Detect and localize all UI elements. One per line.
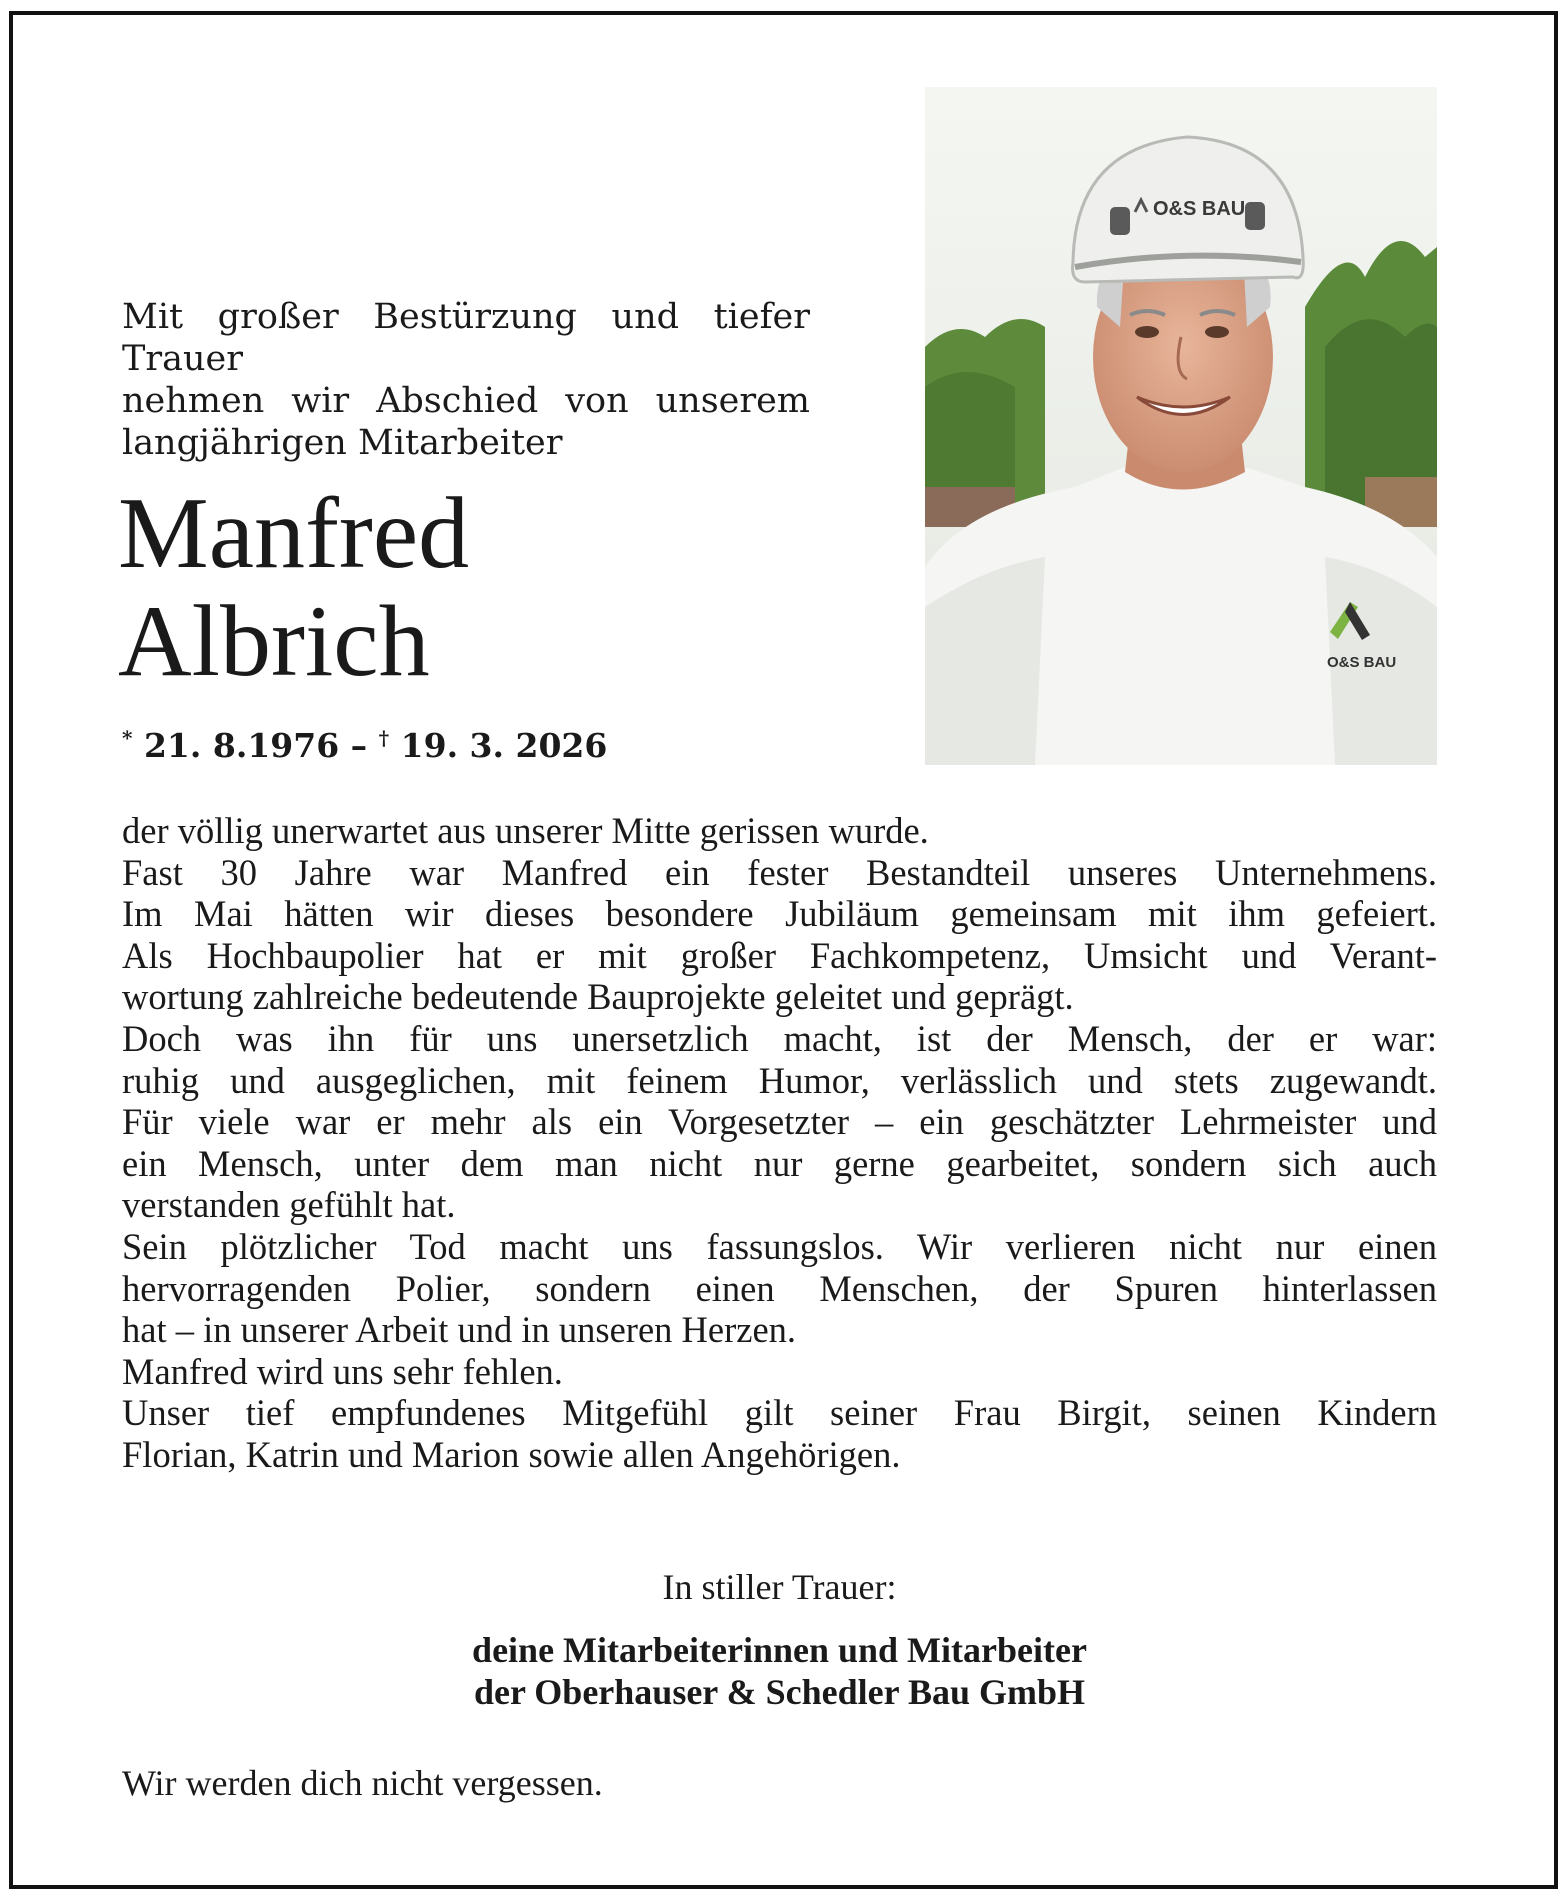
portrait-photo xyxy=(925,87,1437,765)
shirt-logo-text: O&S BAU xyxy=(1327,654,1397,671)
body-line: Für viele war er mehr als ein Vorgesetzter – ein geschätzter Lehrmeister und xyxy=(122,1101,1437,1143)
birth-date: 21. 8.1976 xyxy=(143,726,340,765)
closing-line: Wir werden dich nicht vergessen. xyxy=(122,1763,603,1803)
body-line: Sein plötzlicher Tod macht uns fassungslos. Wir verlieren nicht nur einen xyxy=(122,1225,1437,1267)
body-line: der völlig unerwartet aus unserer Mitte gerissen wurde. xyxy=(122,810,929,851)
body-line: verstanden gefühlt hat. xyxy=(122,1184,456,1226)
body-line: hat – in unserer Arbeit und in unseren Herzen. xyxy=(122,1309,797,1351)
death-date: 19. 3. 2026 xyxy=(400,726,608,765)
first-name: Manfred xyxy=(118,477,470,590)
body-line: Manfred wird uns sehr fehlen. xyxy=(122,1350,563,1392)
birth-symbol: * xyxy=(122,726,133,750)
death-symbol: † xyxy=(378,726,390,750)
body-line: Fast 30 Jahre war Manfred ein fester Bestandteil unseres Unternehmens. xyxy=(122,851,1437,893)
helmet-logo-text: O&S BAU xyxy=(1153,198,1246,220)
intro-line: Mit großer Bestürzung und tiefer Trauer xyxy=(122,297,810,379)
body-line: Doch was ihn für uns unersetzlich macht, ist der Mensch, der er war: xyxy=(122,1017,1437,1059)
life-dates xyxy=(122,726,607,765)
body-line: Im Mai hätten wir dieses besondere Jubiläum gemeinsam mit ihm gefeiert. xyxy=(122,893,1437,935)
intro-line: langjährigen Mitarbeiter xyxy=(122,423,563,463)
signature-block xyxy=(122,1565,1437,1713)
intro-line: nehmen wir Abschied von unserem xyxy=(122,381,810,421)
deceased-name xyxy=(118,477,470,698)
body-line: ruhig und ausgeglichen, mit feinem Humor, verlässlich und stets zugewandt. xyxy=(122,1059,1437,1101)
obituary-body xyxy=(122,810,1437,1476)
body-line: hervorragenden Polier, sondern einen Menschen, der Spuren hinterlassen xyxy=(122,1267,1437,1309)
body-line: Als Hochbaupolier hat er mit großer Fachkompetenz, Umsicht und Verant- xyxy=(122,934,1437,976)
signature-company: der Oberhauser & Schedler Bau GmbH xyxy=(473,1672,1086,1712)
portrait-illustration xyxy=(925,87,1437,765)
last-name: Albrich xyxy=(118,585,430,698)
signature-line: deine Mitarbeiterinnen und Mitarbeiter xyxy=(472,1630,1087,1670)
body-line: Unser tief empfundenes Mitgefühl gilt seiner Frau Birgit, seinen Kindern xyxy=(122,1392,1437,1434)
signature-intro: In stiller Trauer: xyxy=(662,1567,897,1607)
intro-text xyxy=(122,296,810,464)
body-line: wortung zahlreiche bedeutende Bauprojekte geleitet und geprägt. xyxy=(122,976,1074,1018)
body-line: Florian, Katrin und Marion sowie allen Angehörigen. xyxy=(122,1433,901,1475)
body-line: ein Mensch, unter dem man nicht nur gerne gearbeitet, sondern sich auch xyxy=(122,1142,1437,1184)
date-separator: – xyxy=(350,726,368,765)
